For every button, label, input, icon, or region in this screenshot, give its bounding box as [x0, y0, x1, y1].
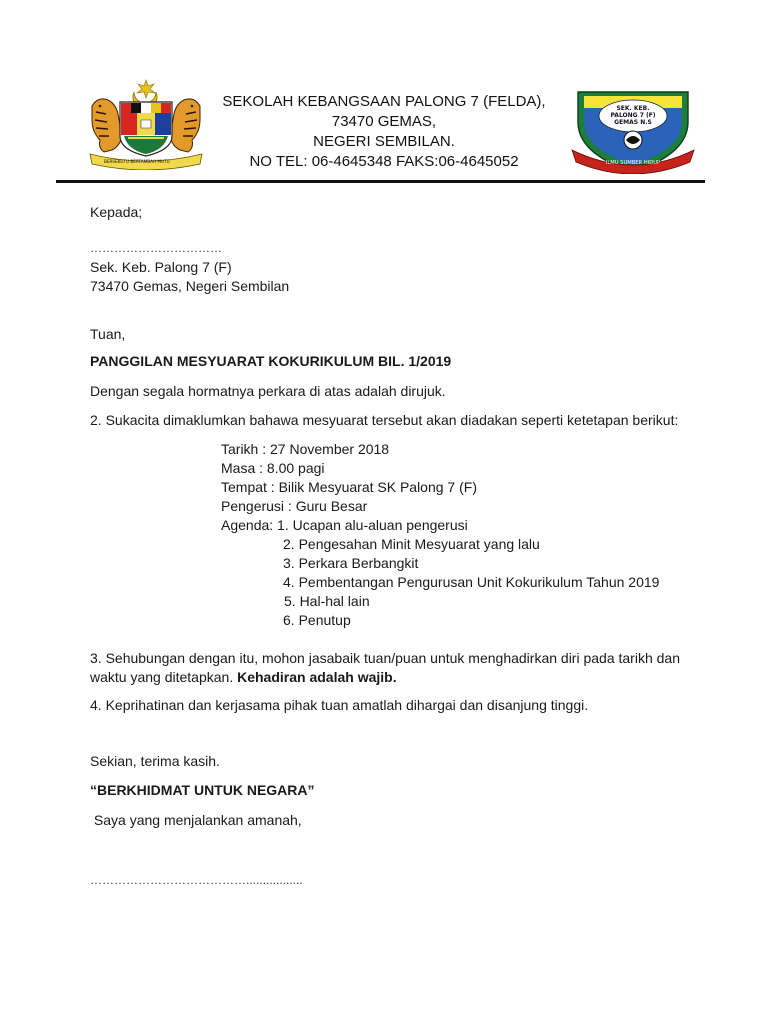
address-line-2: 73470 Gemas, Negeri Sembilan — [90, 278, 290, 294]
detail-venue: Tempat : Bilik Mesyuarat SK Palong 7 (F) — [221, 479, 477, 495]
detail-time: Masa : 8.00 pagi — [221, 460, 325, 476]
attendance-required: Kehadiran adalah wajib. — [237, 669, 397, 685]
agenda-item: 4. Pembentangan Pengurusan Unit Kokurikulum Tahun 2019 — [283, 574, 660, 590]
recipient-label: Kepada; — [90, 204, 143, 220]
agenda-item: 3. Perkara Berbangkit — [283, 555, 419, 571]
agenda-item: Agenda: 1. Ucapan alu-aluan pengerusi — [221, 517, 468, 533]
paragraph-2: 2. Sukacita dimaklumkan bahawa mesyuarat tersebut akan diadakan seperti ketetapan berikut: — [90, 412, 679, 428]
signoff: Saya yang menjalankan amanah, — [90, 812, 302, 828]
school-state: NEGERI SEMBILAN. — [313, 133, 455, 150]
badge-line-1: SEK. KEB. — [616, 105, 650, 112]
letter-subject: PANGGILAN MESYUARAT KOKURIKULUM BIL. 1/2019 — [90, 353, 452, 369]
detail-date: Tarikh : 27 November 2018 — [221, 441, 390, 457]
closing: Sekian, terima kasih. — [90, 753, 220, 769]
salutation: Tuan, — [90, 326, 126, 342]
address-line-1: Sek. Keb. Palong 7 (F) — [90, 259, 232, 275]
detail-chair: Pengerusi : Guru Besar — [221, 498, 368, 514]
school-badge-logo — [570, 88, 696, 174]
agenda-item: 6. Penutup — [283, 612, 351, 628]
header-divider — [56, 180, 705, 183]
badge-motto: ILMU SUMBER HIDUP — [605, 160, 661, 166]
meeting-details — [221, 440, 659, 630]
paragraph-3-text: waktu yang ditetapkan. — [90, 669, 238, 685]
signature-line: …………………………………................. — [90, 873, 303, 887]
recipient-dots: …………………………… — [90, 241, 222, 255]
school-name: SEKOLAH KEBANGSAAN PALONG 7 (FELDA), — [222, 93, 546, 110]
paragraph-3-line-2 — [90, 667, 397, 687]
letterhead — [0, 0, 768, 190]
coat-of-arms-motto: BERSEKUTU BERTAMBAH MUTU — [104, 159, 170, 164]
school-postcode: 73470 GEMAS, — [331, 113, 437, 130]
school-contact: NO TEL: 06-4645348 FAKS:06-4645052 — [249, 153, 519, 170]
paragraph-1: Dengan segala hormatnya perkara di atas adalah dirujuk. — [90, 383, 446, 399]
coat-of-arms-logo — [86, 78, 206, 170]
paragraph-3-line-1: 3. Sehubungan dengan itu, mohon jasabaik tuan/puan untuk menghadirkan diri pada tarikh dan — [90, 650, 680, 666]
agenda-item: 5. Hal-hal lain — [284, 593, 370, 609]
paragraph-4: 4. Keprihatinan dan kerjasama pihak tuan amatlah dihargai dan disanjung tinggi. — [90, 697, 589, 713]
slogan: “BERKHIDMAT UNTUK NEGARA” — [90, 782, 315, 798]
badge-line-2: PALONG 7 (F) — [610, 112, 656, 119]
school-heading — [214, 92, 554, 172]
badge-line-3: GEMAS N.S — [614, 119, 652, 126]
agenda-item: 2. Pengesahan Minit Mesyuarat yang lalu — [283, 536, 540, 552]
